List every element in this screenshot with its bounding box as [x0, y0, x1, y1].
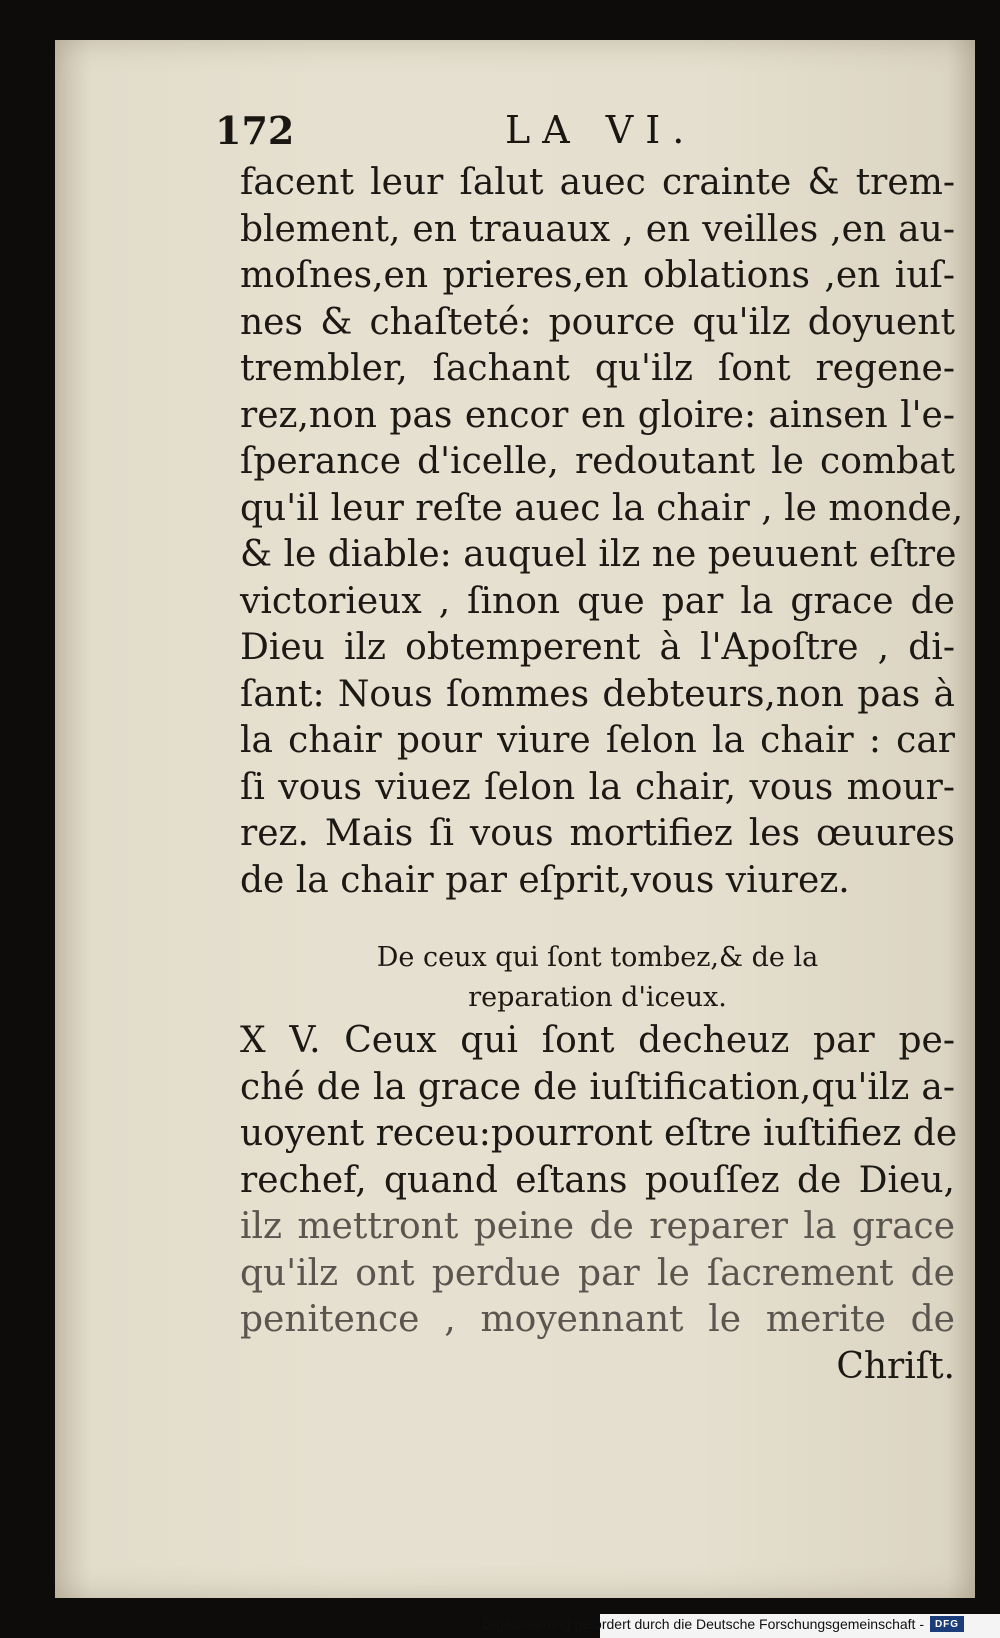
section-text — [240, 1018, 958, 1390]
text-line: moſnes,en prieres,en oblations ,en iuſ- — [240, 255, 955, 296]
text-line: ilz mettront peine de reparer la grace — [240, 1206, 955, 1247]
catchword: Chriſt. — [836, 1345, 955, 1387]
text-line: trembler, ſachant qu'ilz ſont regene- — [240, 348, 955, 389]
text-line: X V. Ceux qui ſont decheuz par pe- — [240, 1020, 955, 1061]
main-text — [240, 160, 964, 904]
page-header — [215, 108, 955, 158]
text-line: la chair pour viure ſelon la chair : car — [240, 720, 955, 761]
text-line: qu'il leur reſte auec la chair , le monde, — [240, 487, 964, 529]
text-line: rez. Mais ſi vous mortifiez les œuures — [240, 813, 955, 854]
text-line: ſperance d'icelle, redoutant le combat — [240, 441, 955, 482]
text-line: ſi vous viuez ſelon la chair, vous mour- — [240, 766, 955, 808]
text-line: Dieu ilz obtemperent à l'Apoſtre , di- — [240, 627, 955, 668]
text-line: ſant: Nous ſommes debteurs,non pas à — [240, 673, 955, 715]
text-line: victorieux , ſinon que par la grace de — [240, 580, 955, 622]
text-line: & le diable: auquel ilz ne peuuent eſtre — [240, 534, 957, 575]
text-line: uoyent receu:pourront eſtre iuſtifiez de — [240, 1113, 958, 1154]
text-line: rechef, quand eſtans pouſſez de Dieu, — [240, 1159, 955, 1201]
text-line: rez,non pas encor en gloire: ainsen l'e- — [240, 394, 955, 436]
dfg-logo-icon: DFG — [930, 1616, 964, 1632]
text-line: de la chair par eſprit,vous viurez. — [240, 859, 850, 901]
text-line: penitence , moyennant le merite de — [240, 1299, 955, 1340]
running-title: LA VI. — [505, 108, 697, 152]
text-line: blement, en trauaux , en veilles ,en au- — [240, 208, 955, 250]
text-line: qu'ilz ont perdue par le ſacrement de — [240, 1252, 955, 1294]
text-line: nes & chaſteté: pource qu'ilz doyuent — [240, 301, 955, 343]
heading-line: De ceux qui ſont tombez,& de la — [376, 942, 819, 973]
credit-text: Digitalisierung gefördert durch die Deutsche Forschungsgemeinschaft - — [482, 1616, 924, 1632]
text-line: ché de la grace de iuſtification,qu'ilz a- — [240, 1066, 955, 1108]
text-line: facent leur ſalut auec crainte & trem- — [240, 162, 955, 203]
section-heading — [240, 938, 955, 1018]
heading-line: reparation d'iceux. — [468, 982, 727, 1013]
page-number: 172 — [215, 108, 295, 153]
digitization-credit — [483, 1614, 964, 1634]
